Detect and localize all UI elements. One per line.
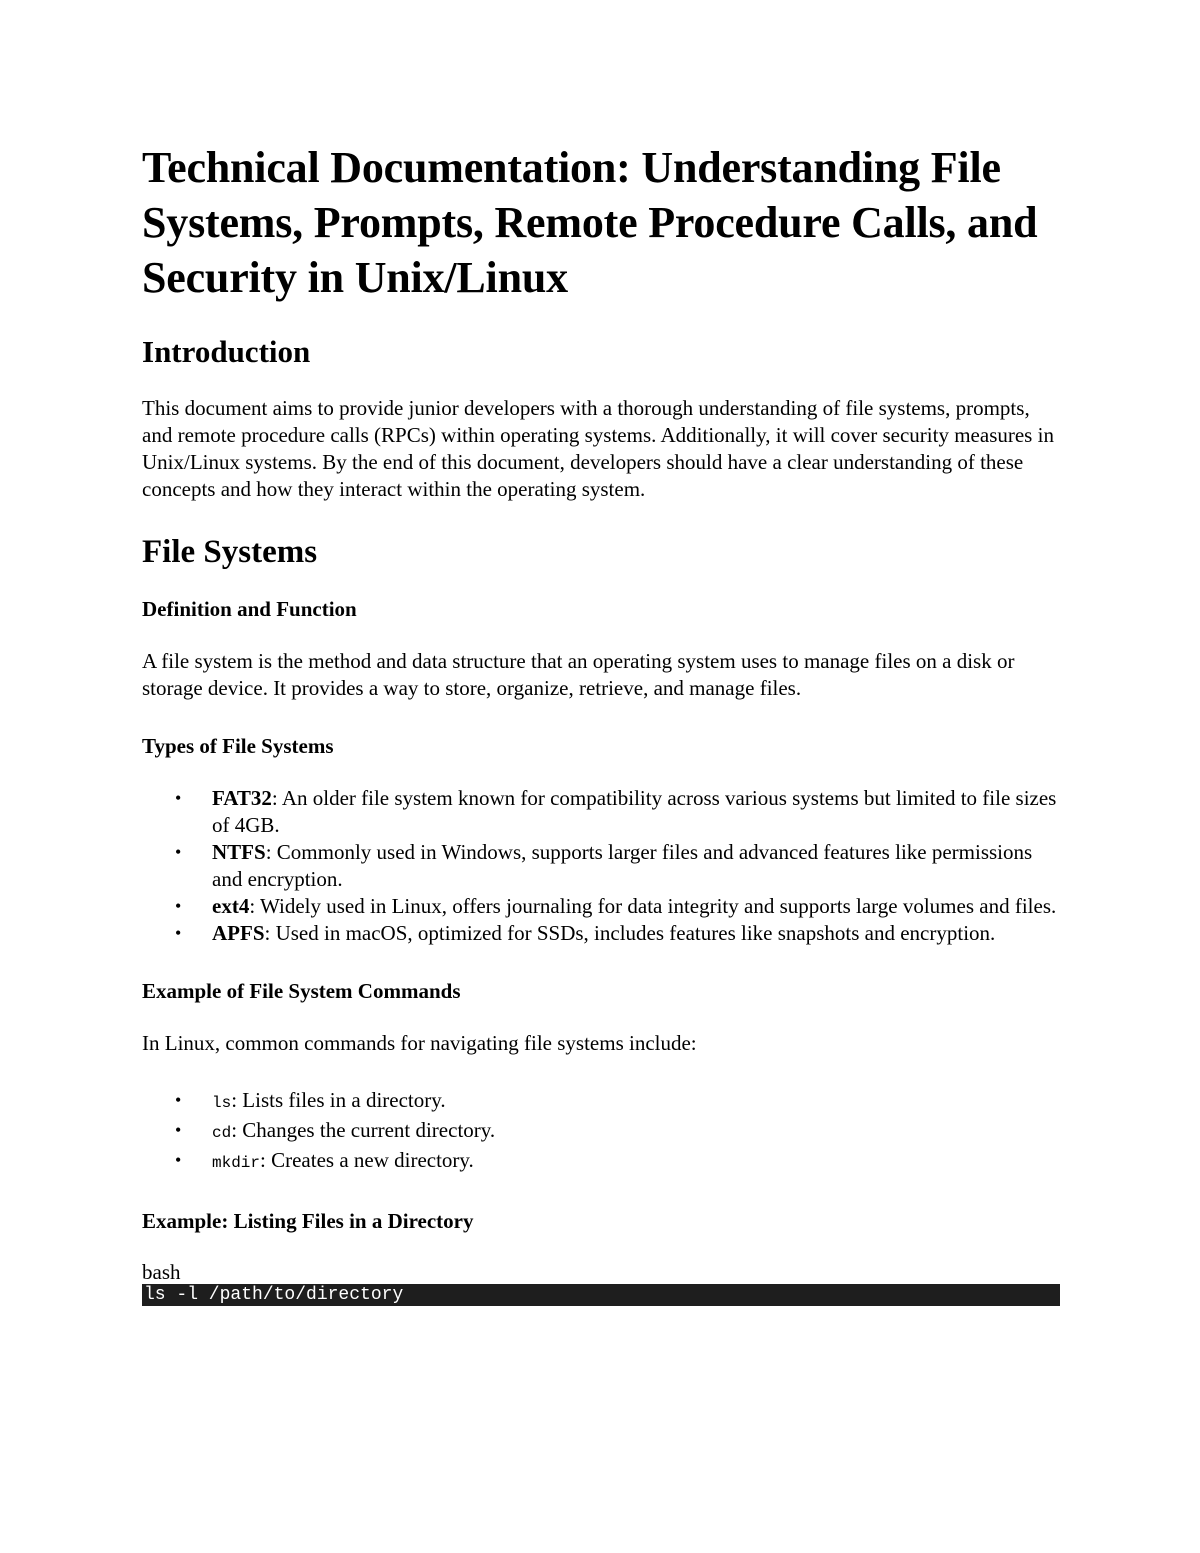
code-block[interactable]: ls -l /path/to/directory	[142, 1284, 1060, 1306]
type-name: FAT32	[212, 786, 272, 810]
type-name: ext4	[212, 894, 250, 918]
list-item	[175, 893, 1062, 920]
command-name: cd	[212, 1124, 232, 1142]
file-system-types-list	[142, 785, 1062, 947]
type-description: : Widely used in Linux, offers journaling for data integrity and supports large volumes and files.	[249, 894, 1057, 918]
bullet-icon: •	[175, 788, 182, 808]
type-name: NTFS	[212, 840, 266, 864]
document-title: Technical Documentation: Understanding File Systems, Prompts, Remote Procedure Calls, and Security in Unix/Linux	[142, 143, 1038, 302]
types-heading: Types of File Systems	[142, 734, 334, 758]
type-description: : Used in macOS, optimized for SSDs, includes features like snapshots and encryption.	[264, 921, 996, 945]
commands-list	[142, 1087, 1062, 1177]
bullet-icon: •	[175, 842, 182, 862]
document-page	[142, 140, 1062, 1306]
commands-heading: Example of File System Commands	[142, 979, 461, 1003]
list-item	[175, 785, 1062, 839]
list-item	[175, 1087, 1062, 1117]
command-name: mkdir	[212, 1154, 261, 1172]
list-item	[175, 839, 1062, 893]
definition-heading: Definition and Function	[142, 597, 357, 621]
bullet-icon: •	[175, 1120, 182, 1140]
command-description: : Changes the current directory.	[231, 1118, 496, 1142]
bullet-icon: •	[175, 1150, 182, 1170]
bullet-icon: •	[175, 896, 182, 916]
definition-body: A file system is the method and data structure that an operating system uses to manage files on a disk or storage device. It provides a way to store, organize, retrieve, and manage files.	[142, 649, 1015, 700]
commands-intro: In Linux, common commands for navigating file systems include:	[142, 1031, 697, 1055]
command-description: : Creates a new directory.	[260, 1148, 474, 1172]
command-name: ls	[212, 1094, 232, 1112]
type-description: : An older file system known for compatibility across various systems but limited to file sizes of 4GB.	[212, 786, 1057, 837]
list-item	[175, 1117, 1062, 1147]
file-systems-heading: File Systems	[142, 534, 318, 570]
code-language-label: bash	[142, 1260, 181, 1284]
introduction-heading: Introduction	[142, 334, 311, 369]
bullet-icon: •	[175, 923, 182, 943]
list-item	[175, 1147, 1062, 1177]
type-description: : Commonly used in Windows, supports larger files and advanced features like permissions and encryption.	[212, 840, 1033, 891]
type-name: APFS	[212, 921, 265, 945]
bullet-icon: •	[175, 1090, 182, 1110]
example-heading: Example: Listing Files in a Directory	[142, 1209, 474, 1233]
list-item	[175, 920, 1062, 947]
command-description: : Lists files in a directory.	[231, 1088, 446, 1112]
introduction-body: This document aims to provide junior developers with a thorough understanding of file systems, prompts, and remote procedure calls (RPCs) within operating systems. Additionally, it will cover security measures in Unix/Linux systems. By the end of this document, developers should have a clear understanding of these concepts and how they interact within the operating system.	[142, 396, 1054, 501]
